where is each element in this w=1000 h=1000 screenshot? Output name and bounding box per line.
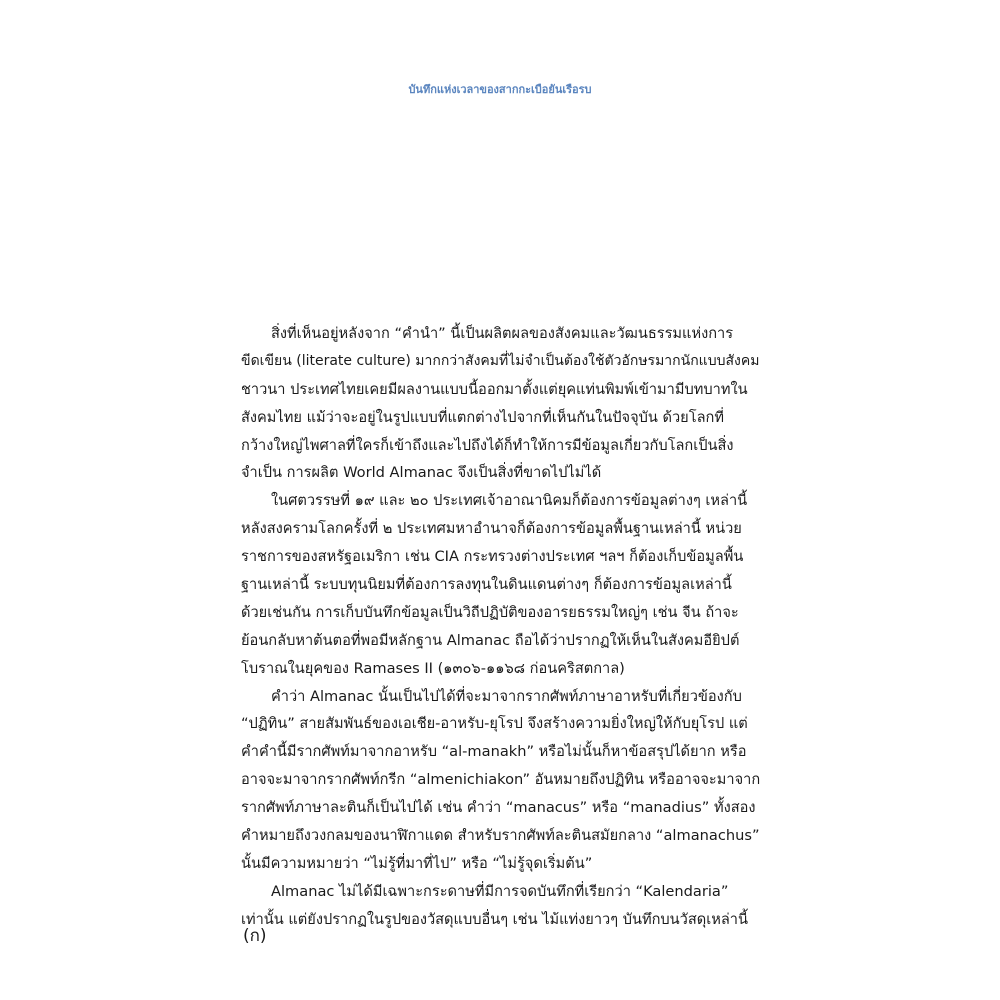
text-line: ราชการของสหรัฐอเมริกา เช่น CIA กระทรวงต่างประเทศ ฯลฯ ก็ต้องเก็บข้อมูลพื้น	[241, 548, 744, 566]
text-line: คำหมายถึงวงกลมของนาฬิกาแดด สำหรับรากศัพท์ละตินสมัยกลาง “almanachus”	[241, 827, 760, 845]
text-line: ชาวนา ประเทศไทยเคยมีผลงานแบบนี้ออกมาตั้งแต่ยุคแท่นพิมพ์เข้ามามีบทบาทใน	[241, 380, 748, 398]
text-line: จำเป็น การผลิต World Almanac จึงเป็นสิ่งที่ขาดไปไม่ได้	[241, 464, 602, 482]
body-text	[241, 320, 761, 934]
text-line: ในศตวรรษที่ ๑๙ และ ๒๐ ประเทศเจ้าอาณานิคมก็ต้องการข้อมูลต่างๆ เหล่านี้	[271, 492, 748, 510]
text-line: โบราณในยุคของ Ramases II (๑๓๐๖-๑๑๖๘ ก่อนคริสตกาล)	[241, 659, 625, 677]
page-number: (ก)	[243, 926, 267, 946]
text-line: ขีดเขียน (literate culture) มากกว่าสังคมที่ไม่จำเป็นต้องใช้ตัวอักษรมากนักแบบสังคม	[241, 352, 760, 369]
text-line: เท่านั้น แต่ยังปรากฏในรูปของวัสดุแบบอื่นๆ เช่น ไม้แท่งยาวๆ บันทึกบนวัสดุเหล่านี้	[241, 910, 748, 928]
text-line: ด้วยเช่นกัน การเก็บบันทึกข้อมูลเป็นวิถีปฏิบัติของอารยธรรมใหญ่ๆ เช่น จีน ถ้าจะ	[241, 603, 739, 621]
text-line: คำว่า Almanac นั้นเป็นไปได้ที่จะมาจากรากศัพท์ภาษาอาหรับที่เกี่ยวข้องกับ	[271, 687, 742, 705]
text-line: “ปฏิทิน” สายสัมพันธ์ของเอเชีย-อาหรับ-ยุโรป จึงสร้างความยิ่งใหญ่ให้กับยุโรป แต่	[241, 715, 748, 733]
text-line: อาจจะมาจากรากศัพท์กรีก “almenichiakon” อันหมายถึงปฏิทิน หรืออาจจะมาจาก	[241, 771, 761, 789]
text-line: คำคำนี้มีรากศัพท์มาจากอาหรับ “al-manakh” หรือไม่นั้นก็หาข้อสรุปได้ยาก หรือ	[241, 743, 747, 761]
text-line: ฐานเหล่านี้ ระบบทุนนิยมที่ต้องการลงทุนในดินแดนต่างๆ ก็ต้องการข้อมูลเหล่านี้	[241, 576, 732, 594]
text-line: หลังสงครามโลกครั้งที่ ๒ ประเทศมหาอำนาจก็ต้องการข้อมูลพื้นฐานเหล่านี้ หน่วย	[241, 520, 742, 538]
text-line: กว้างใหญ่ไพศาลที่ใครก็เข้าถึงและไปถึงได้ก็ทำให้การมีข้อมูลเกี่ยวกับโลกเป็นสิ่ง	[241, 436, 734, 454]
text-line: Almanac ไม่ได้มีเฉพาะกระดาษที่มีการจดบันทึกที่เรียกว่า “Kalendaria”	[271, 882, 729, 900]
text-line: สิ่งที่เห็นอยู่หลังจาก “คำนำ” นี้เป็นผลิตผลของสังคมและวัฒนธรรมแห่งการ	[271, 325, 734, 342]
text-line: รากศัพท์ภาษาละตินก็เป็นไปได้ เช่น คำว่า “manacus” หรือ “manadius” ทั้งสอง	[241, 799, 756, 817]
text-line: นั้นมีความหมายว่า “ไม่รู้ที่มาที่ไป” หรือ “ไม่รู้จุดเริ่มต้น”	[241, 854, 593, 872]
text-line: สังคมไทย แม้ว่าจะอยู่ในรูปแบบที่แตกต่างไปจากที่เห็นกันในปัจจุบัน ด้วยโลกที่	[241, 408, 724, 426]
text-line: ย้อนกลับหาต้นตอที่พอมีหลักฐาน Almanac ถือได้ว่าปรากฏให้เห็นในสังคมอียิปต์	[241, 631, 740, 649]
page-title: บันทึกแห่งเวลาของสากกะเบือยันเรือรบ	[408, 83, 592, 96]
